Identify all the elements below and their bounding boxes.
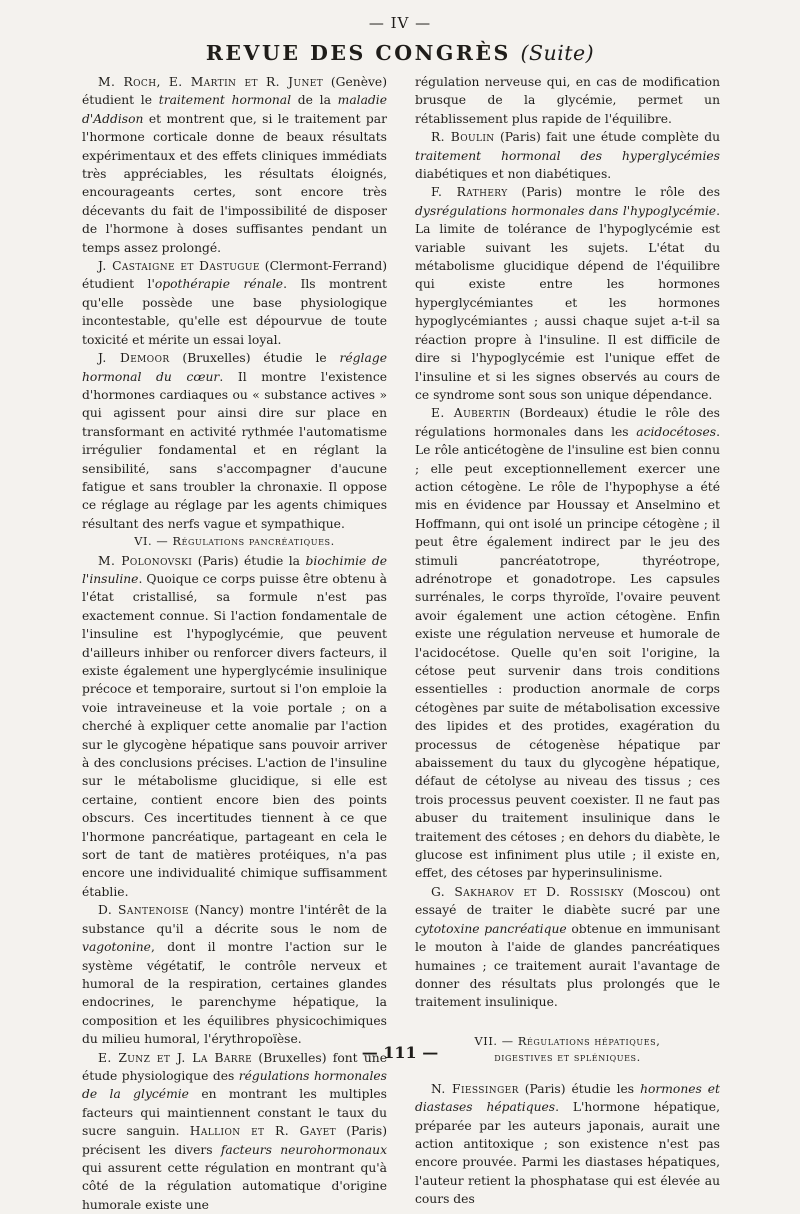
text: (Bordeaux) étudie le rôle des régulations hormonales dans les: [415, 406, 720, 439]
text: (Moscou) ont essayé de traiter le diabète sucré par une: [415, 884, 720, 918]
authors: J. Castaigne et Dastugue: [98, 259, 260, 274]
authors: E. Zunz et J. La Barre: [98, 1050, 253, 1065]
italic-topic: traitement hormonal des hyperglycémies: [415, 148, 720, 163]
italic-topic: opothérapie rénale: [154, 277, 284, 292]
text: de la: [291, 93, 338, 108]
authors: F. Rathery: [431, 185, 508, 200]
italic-topic: régulations hormonales de la glycémie: [82, 1068, 387, 1102]
italic-topic: traitement hormonal: [158, 93, 292, 108]
roman-page-number: — IV —: [368, 14, 432, 32]
text: et montrent que, si le traitement par l'hormone corticale donne de beaux résultats expérimentaux et des effets cliniques immédiats très appréciables, les résultats éloignés, encourageants certes, sont encore très décevants du fait de l'impossibilité de disposer de l'hormone à doses suffisantes pendant un temps assez prolongé.: [82, 111, 387, 255]
italic-topic: réglage hormonal du cœur: [82, 351, 387, 384]
paragraph-aubertin: [415, 404, 720, 883]
italic-topic: biochimie de l'insuline: [82, 553, 387, 586]
text: , dont il montre l'action sur le système végétatif, le contrôle nerveux et humoral de la respiration, certaines glandes endocrines, le parenchyme hépatique, la composition et les équilibres physicochimiques du milieu humoral, l'érythropoïèse.: [82, 940, 387, 1047]
text: (Nancy) montre l'intérêt de la substance qu'il a décrite sous le nom de: [82, 903, 387, 936]
text: (Bruxelles) étudie le: [169, 351, 340, 366]
paragraph-demoor: [82, 349, 387, 533]
text: . Quoique ce corps puisse être obtenu à l'état cristallisé, sa formule n'est pas exactement connue. Si l'action fondamentale de l'insuline est l'hypoglycémie, que peuvent d'ailleurs inhiber ou renforcer divers facteurs, il existe également une hyperglycémie insulinique précoce et temporaire, surtout si l'on emploie la voie intraveineuse et la voie portale ; on a cherché à expliquer cette anomalie par l'action sur le glycogène hépatique sans pouvoir arriver à des conclusions précises. L'action de l'insuline sur le métabolisme glucidique, si elle est certaine, contient encore bien des points obscurs. Ces incertitudes tiennent à ce que l'hormone pancréatique, partageant en cela le sort de tant de matières protéiques, n'a pas encore une individualité chimique suffisamment établie.: [82, 571, 387, 899]
authors: D. Santenoise: [98, 903, 189, 918]
authors: M. Roch, E. Martin et R. Junet: [98, 75, 324, 89]
italic-topic: hormones et diastases hépatiques: [415, 1081, 720, 1115]
section-heading-line: digestives et spléniques.: [494, 1050, 641, 1064]
authors: Hallion et R. Gayet: [189, 1124, 337, 1139]
paragraph-continued: régulation nerveuse qui, en cas de modification brusque de la glycémie, permet un rétablissement plus rapide de l'équilibre.: [415, 75, 720, 126]
italic-topic: acidocétoses: [636, 424, 717, 439]
italic-topic: vagotonine: [82, 940, 151, 955]
journal-title-text: REVUE DES CONGRÈS: [205, 41, 511, 65]
italic-topic: cytotoxine pancréatique: [415, 921, 567, 936]
text: . Le rôle anticétogène de l'insuline est bien connu ; elle peut exceptionnellement exercer une action cétogène. Le rôle de l'hypophyse a été mis en évidence par Houssay et Anselmino et Hoffmann, qui ont isolé un principe cétogène ; il peut être également indirect par le jeu des stimuli pancréatotrope, thyréotrope, adrénotrope et gonadotrope. Les capsules surrénales, le corps thyroïde, l'ovaire peuvent avoir également une action cétogène. Enfin existe une régulation nerveuse et humorale de l'acidocétose. Quelle qu'en soit l'origine, la cétose peut survenir dans trois conditions essentielles : production anormale de corps cétogènes par suite de métabolisation excessive des lipides et des protides, exagération du processus de cétogenèse hépatique par abaissement du taux du glycogène hépatique, défaut de cétolyse au niveau des tissus ; ces trois processus peuvent coexister. Il ne faut pas abuser du traitement insulinique dans le traitement des cétoses ; en dehors du diabète, le glucose est infiniment plus utile ; il existe en, effet, des cétoses par hyperinsulinisme.: [415, 424, 720, 881]
text: (Paris) montre le rôle des: [507, 185, 720, 200]
authors: R. Boulin: [431, 130, 495, 145]
authors: J. Demoor: [98, 351, 170, 366]
text: . L'hormone hépatique, préparée par les auteurs japonais, aurait une action antitoxique ; son existence n'est pas encore prouvée. Parmi les diastases hépatiques, l'auteur retient la phosphatase qui est élevée au cours des: [415, 1100, 720, 1207]
text: (Bruxelles) font une étude physiologique des: [82, 1050, 387, 1083]
paragraph-castaigne: [82, 257, 387, 349]
right-column: [415, 73, 720, 1209]
text: . Ils montrent qu'elle possède une base physiologique incontestable, qu'elle est dépourvue de toute toxicité et mérite un essai loyal.: [82, 277, 387, 347]
text: . La limite de tolérance de l'hypoglycémie est variable suivant les sujets. L'état du métabolisme glucidique dépend de l'équilibre qui existe entre les hormones hyperglycémiantes et les hormones hypoglycémiantes ; aussi chaque sujet a-t-il sa réaction propre à l'insuline. Il est difficile de dire si l'hypoglycémie est l'unique effet de l'insuline et si les signes observés au cours de ce syndrome sont sous son unique dépendance.: [415, 203, 720, 402]
paragraph-polonovski: [82, 552, 387, 902]
text: en montrant les multiples facteurs qui maintiennent constant le taux du sucre sanguin.: [82, 1087, 387, 1139]
paragraph-roch: [82, 73, 387, 257]
italic-topic: maladie d'Addison: [82, 93, 387, 126]
italic-topic: facteurs neurohormonaux: [220, 1142, 387, 1157]
authors: E. Aubertin: [431, 406, 511, 421]
section-heading-line: VII. — Régulations hépatiques,: [474, 1034, 661, 1048]
paragraph-zunz: [82, 1049, 387, 1214]
text: (Paris) précisent les divers: [82, 1124, 387, 1157]
journal-title-suite: (Suite): [520, 41, 595, 65]
paragraph-fiessinger: [415, 1080, 720, 1209]
italic-topic: dysrégulations hormonales dans l'hypoglycémie: [415, 203, 717, 218]
paragraph-santenoise: [82, 901, 387, 1048]
journal-title: [0, 41, 800, 65]
paragraph-boulin: [415, 128, 720, 183]
page-number: — 111 —: [361, 1043, 439, 1062]
authors: G. Sakharov et D. Rossisky: [431, 884, 624, 899]
paragraph-sakharov: [415, 883, 720, 1012]
authors: M. Polonovski: [98, 553, 193, 568]
text: diabétiques et non diabétiques.: [415, 167, 612, 182]
text: (Paris) fait une étude complète du: [494, 130, 720, 145]
text: (Clermont-Ferrand) étudient l': [82, 259, 387, 292]
text: . Il montre l'existence d'hormones cardiaques ou « substance actives » qui agissent pour ainsi dire sur place en transformant en activité rythmée l'automatisme irrégulier fondamental et en réglant la sensibilité, sans s'accompagner d'aucune fatigue et sans troubler la chronaxie. Il oppose ce réglage au réglage par les agents chimiques résultant des nerfs vague et sympathique.: [82, 369, 387, 531]
text: (Paris) étudie la: [192, 553, 306, 568]
authors: N. Fiessinger: [431, 1081, 519, 1096]
text: qui assurent cette régulation en montrant qu'à côté de la régulation automatique d'origine humorale existe une: [82, 1160, 387, 1212]
section-heading-pancreatic: VI. — Régulations pancréatiques.: [134, 535, 335, 549]
text: (Paris) étudie les: [518, 1081, 641, 1096]
paragraph-rathery: [415, 183, 720, 404]
text: obtenue en immunisant le mouton à l'aide de glandes pancréatiques humaines ; ce traitement aurait l'avantage de donner des résultats plus prolongés que le traitement insulinique.: [415, 921, 720, 1010]
text: (Genève) étudient le: [82, 75, 387, 108]
